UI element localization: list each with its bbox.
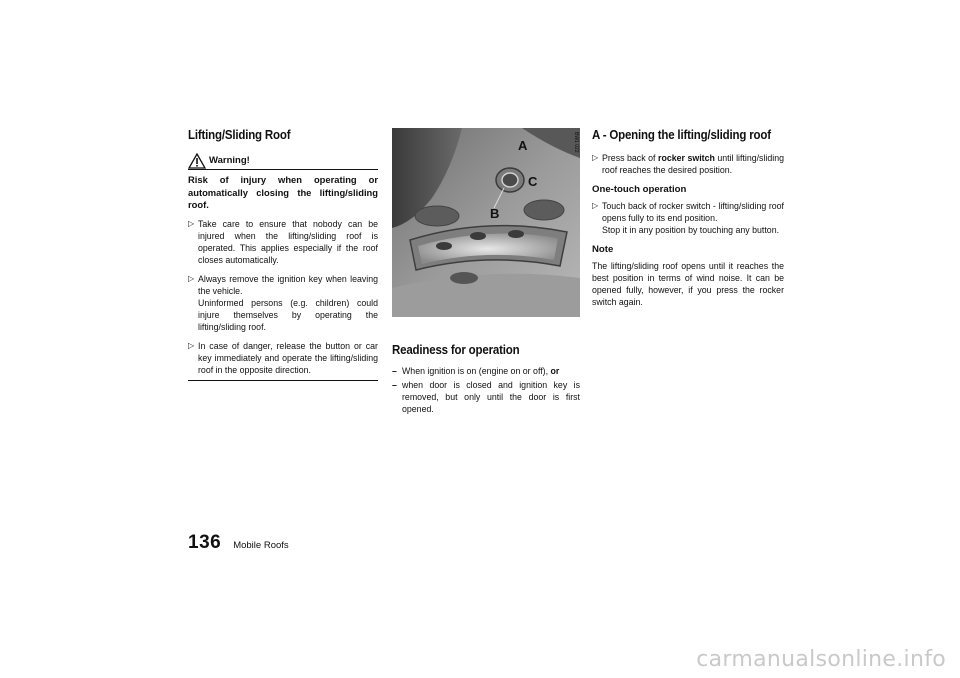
opening-step — [592, 152, 784, 176]
bullet-text-extra: Uninformed persons (e.g. children) could injure themselves by operating the lifting/sliding roof. — [198, 297, 378, 332]
step-text-post: until lifting/sliding roof reaches the desired position. — [602, 153, 784, 175]
watermark: carmanualsonline.info — [696, 647, 946, 672]
warning-triangle-icon — [188, 153, 206, 169]
dash-marker: – — [392, 380, 397, 390]
readiness-item-text: When ignition is on (engine on or off), — [402, 366, 549, 376]
section-title-readiness: Readiness for operation — [392, 343, 520, 357]
opening-column — [592, 128, 784, 308]
chapter-name: Mobile Roofs — [233, 540, 289, 551]
warning-bullet — [188, 218, 378, 266]
warning-header — [188, 152, 378, 169]
warning-bullet — [188, 273, 378, 333]
warning-lead: Risk of injury when operating or automatically closing the lifting/sliding roof. — [188, 174, 378, 210]
figure-label-b: B — [490, 206, 500, 221]
readiness-item-text: when door is closed and ignition key is removed, but only until the door is first opened. — [402, 380, 580, 414]
bullet-text: In case of danger, release the button or car key immediately and operate the lifting/sliding roof in the opposite direction. — [198, 340, 378, 375]
roof-console-illustration — [392, 128, 580, 317]
page-footer — [188, 532, 289, 554]
step-text-bold: rocker switch — [658, 153, 715, 163]
bullet-marker: ▷ — [592, 153, 599, 162]
bullet-marker: ▷ — [188, 218, 195, 228]
readiness-item — [392, 365, 580, 377]
bullet-marker: ▷ — [188, 273, 195, 283]
one-touch-heading: One-touch operation — [592, 184, 687, 195]
one-touch-step — [592, 200, 784, 236]
warning-bullet — [188, 340, 378, 376]
figure-label-a: A — [518, 138, 528, 153]
roof-console-figure — [392, 128, 580, 317]
note-text: The lifting/sliding roof opens until it reaches the best position in terms of wind noise. It can be opened fully, however, if you press the rocker switch again. — [592, 261, 784, 307]
warning-top-rule — [188, 169, 378, 170]
figure-label-c: C — [528, 174, 538, 189]
page-number: 136 — [188, 532, 222, 553]
figure-code: BW1 022 — [573, 132, 579, 153]
one-touch-text-extra: Stop it in any position by touching any button. — [602, 225, 780, 235]
section-title-lifting-roof: Lifting/Sliding Roof — [188, 128, 291, 142]
readiness-item — [392, 379, 580, 415]
bullet-text: Always remove the ignition key when leaving the vehicle. — [198, 273, 378, 296]
one-touch-text: Touch back of rocker switch - lifting/sliding roof opens fully to its end position. — [602, 201, 784, 223]
readiness-section — [392, 343, 580, 417]
readiness-item-or: or — [550, 366, 560, 376]
bullet-text: Take care to ensure that nobody can be injured when the lifting/sliding roof is operated. This applies especially if the roof closes automatically. — [198, 218, 378, 265]
bullet-marker: ▷ — [592, 201, 599, 210]
step-text-pre: Press back of — [602, 153, 656, 163]
note-heading: Note — [592, 244, 614, 255]
warning-label: Warning! — [209, 155, 250, 166]
warning-column — [188, 128, 378, 381]
bullet-marker: ▷ — [188, 340, 195, 350]
section-title-opening: A - Opening the lifting/sliding roof — [592, 128, 771, 142]
rocker-switch — [502, 173, 518, 187]
dash-marker: – — [392, 366, 397, 376]
warning-bottom-rule — [188, 380, 378, 381]
